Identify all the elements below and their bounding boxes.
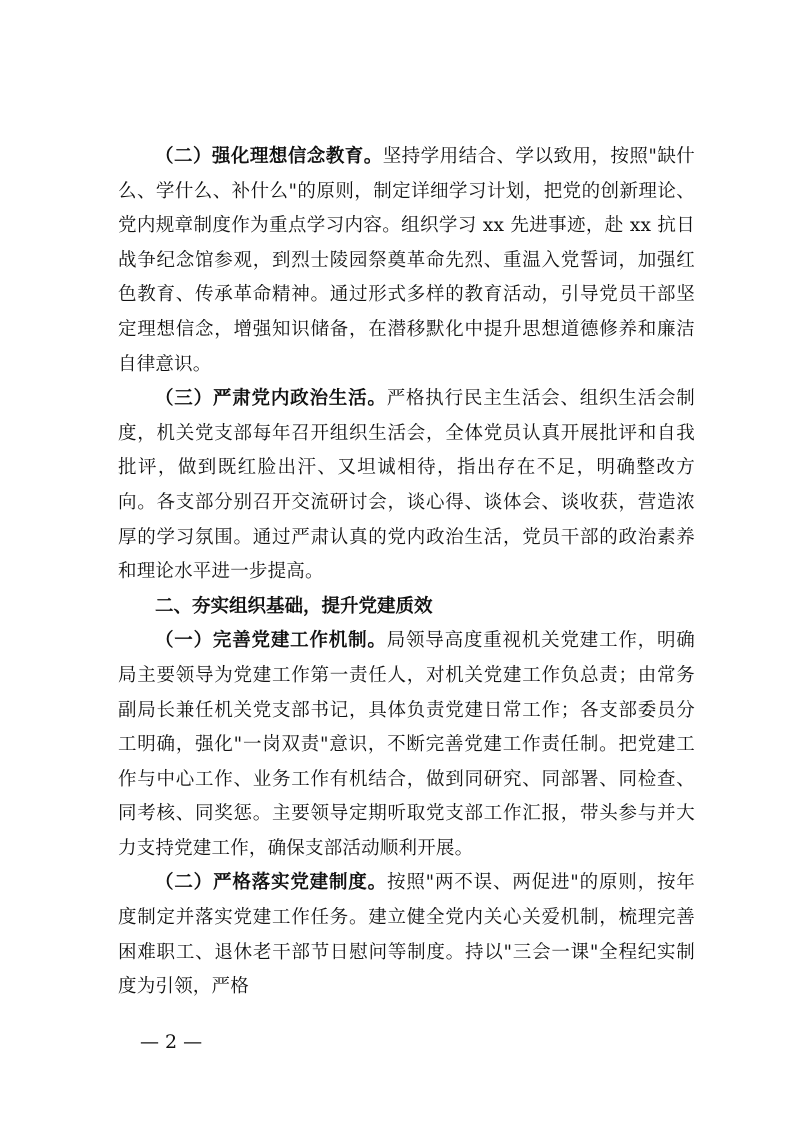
- section-heading: 二、夯实组织基础，提升党建质效: [155, 595, 433, 617]
- paragraph-lead: （一）完善党建工作机制。: [155, 630, 387, 652]
- paragraph-text: 严格执行民主生活会、组织生活会制度，机关党支部每年召开组织生活会，全体党员认真开展批评和自我批评，做到既红脸出汗、又坦诚相待，指出存在不足，明确整改方向。各支部分别召开交流研讨会，谈心得、谈体会、谈收获，营造浓厚的学习氛围。通过严肃认真的党内政治生活，党员干部的政治素养和理论水平进一步提高。: [118, 388, 695, 583]
- paragraph-political-life: [118, 382, 695, 590]
- paragraph-lead: （二）强化理想信念教育。: [155, 146, 383, 167]
- paragraph-ideals-education: [118, 140, 695, 382]
- document-body: [118, 140, 695, 1005]
- paragraph-lead: （二）严格落实党建制度。: [155, 872, 387, 894]
- paragraph-party-system: [118, 866, 695, 1004]
- paragraph-text: 按照"两不误、两促进"的原则，按年度制定并落实党建工作任务。建立健全党内关心关爱机制，梳理完善困难职工、退休老干部节日慰问等制度。持以"三会一课"全程纪实制度为引领，严格: [118, 872, 696, 998]
- paragraph-text: 局领导高度重视机关党建工作，明确局主要领导为党建工作第一责任人，对机关党建工作负总责；由常务副局长兼任机关党支部书记，具体负责党建日常工作；各支部委员分工明确，强化"一岗双责"意识，不断完善党建工作责任制。把党建工作与中心工作、业务工作有机结合，做到同研究、同部署、同检查、同考核、同奖惩。主要领导定期听取党支部工作汇报，带头参与并大力支持党建工作，确保支部活动顺利开展。: [118, 630, 695, 859]
- paragraph-lead: （三）严肃党内政治生活。: [155, 388, 387, 410]
- page-number: — 2 —: [140, 1031, 203, 1053]
- paragraph-text: 坚持学用结合、学以致用，按照"缺什么、学什么、补什么"的原则，制定详细学习计划，把党的创新理论、党内规章制度作为重点学习内容。组织学习 xx 先进事迹，赴 xx 抗日战争纪念馆参观，到烈士陵园祭奠革命先烈、重温入党誓词，加强红色教育、传承革命精神。通过形式多样的教育活动，引导党员干部坚定理想信念，增强知识储备，在潜移默化中提升思想道德修养和廉洁自律意识。: [118, 146, 695, 375]
- paragraph-work-mechanism: [118, 624, 695, 866]
